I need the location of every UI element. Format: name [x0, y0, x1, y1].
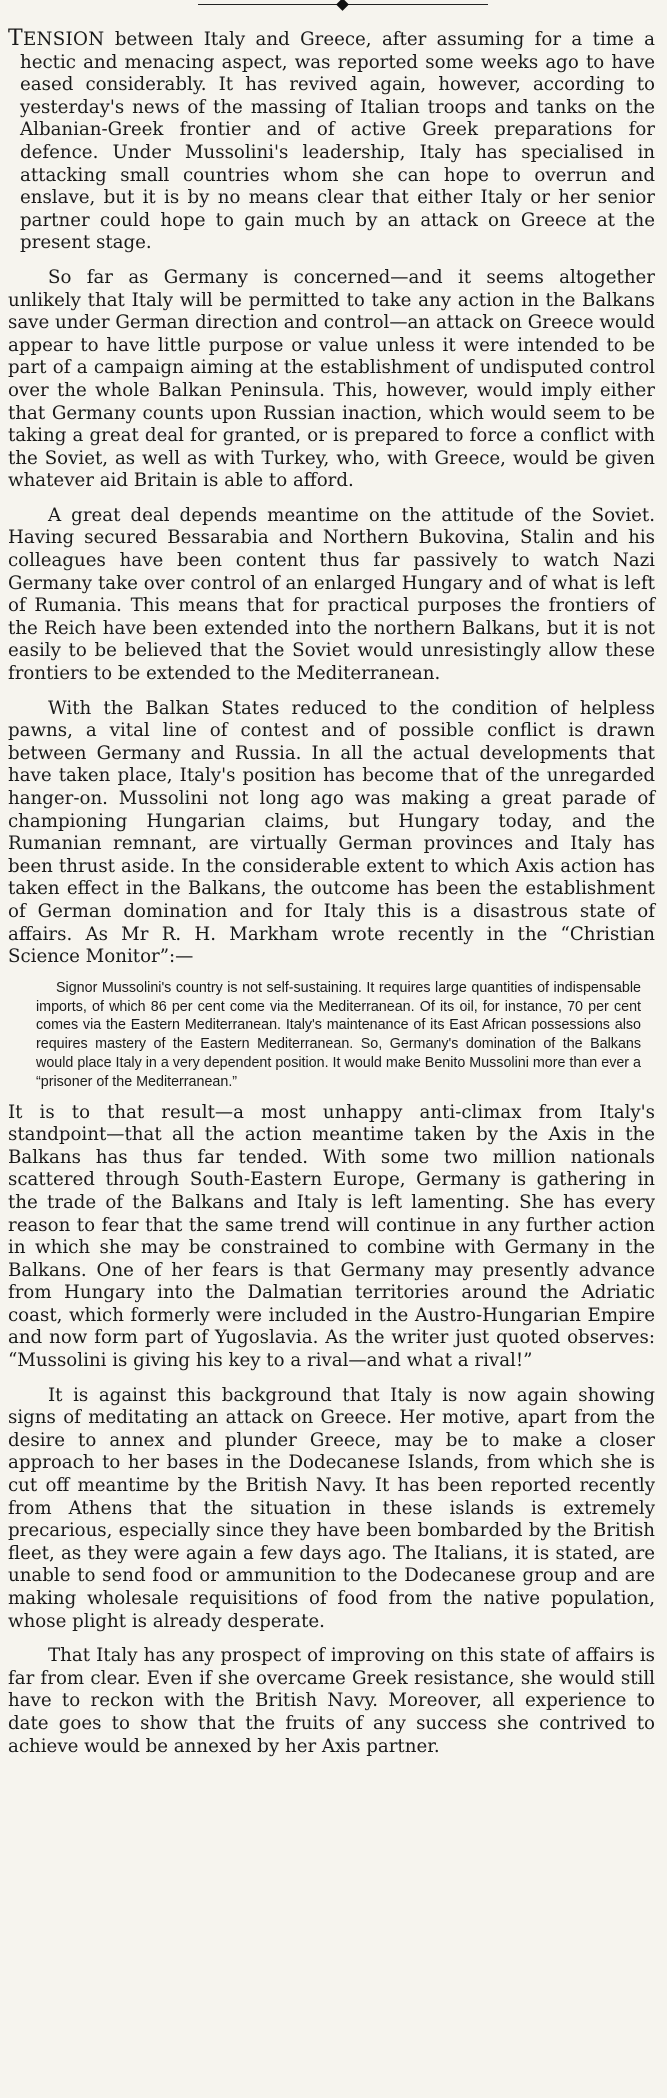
paragraph-5: It is to that result—a most unhappy anti-climax from Italy's standpoint—that all the action meantime taken by the Axis in the Balkans has thus far tended. With some two million nationals scattered through South-Eastern Europe, Germany is gathering in the trade of the Balkans and Italy is left lamenting. She has every reason to fear that the same trend will continue in any further action in which she may be constrained to combine with Germany in the Balkans. One of her fears is that Germany may presently advance from Hungary into the Dalmatian territories around the Adriatic coast, which formerly were included in the Austro-Hungarian Empire and now form part of Yugoslavia. As the writer just quoted observes: “Mussolini is giving his key to a rival—and what a rival!” [8, 1101, 655, 1372]
diamond-icon [336, 0, 349, 11]
paragraph-4: With the Balkan States reduced to the condition of helpless pawns, a vital line of contest and of possible conflict is drawn between Germany and Russia. In all the actual developments that have taken place, Italy's position has become that of the unregarded hanger-on. Mussolini not long ago was making a great parade of championing Hungarian claims, but Hungary today, and the Rumanian remnant, are virtually German provinces and Italy has been thrust aside. In the considerable extent to which Axis action has taken effect in the Balkans, the outcome has been the establishment of German domination and for Italy this is a disastrous state of affairs. As Mr R. H. Markham wrote recently in the “Christian Science Monitor”:— [8, 697, 655, 968]
lead-word [8, 26, 105, 51]
header-ornament [8, 0, 655, 16]
lead-rest: ENSION [22, 29, 105, 50]
paragraph-6: It is against this background that Italy is now again showing signs of meditating an attack on Greece. Her motive, apart from the desire to annex and plunder Greece, may be to make a closer approach to her bases in the Dodecanese Islands, from which she is cut off meantime by the British Navy. It has been reported recently from Athens that the situation in these islands is extremely precarious, especially since they have been bombarded by the British fleet, as they were again a few days ago. The Italians, it is stated, are unable to send food or ammunition to the Dodecanese group and are making wholesale requisitions of food from the native population, whose plight is already desperate. [8, 1384, 655, 1632]
lead-capital: T [8, 26, 23, 51]
paragraph-2: So far as Germany is concerned—and it seems altogether unlikely that Italy will be permitted to take any action in the Balkans save under German direction and control—an attack on Greece would appear to have little purpose or value unless it were intended to be part of a campaign aiming at the establishment of undisputed control over the whole Balkan Peninsula. This, however, would imply either that Germany counts upon Russian inaction, which would seem to be taking a great deal for granted, or is prepared to force a conflict with the Soviet, as well as with Turkey, who, with Greece, would be given whatever aid Britain is able to afford. [8, 266, 655, 492]
block-quote [36, 979, 641, 1092]
paragraph-7: That Italy has any prospect of improving on this state of affairs is far from clear. Even if she overcame Greek resistance, she would still have to reckon with the British Navy. Moreover, all experience to date goes to show that the fruits of any success she contrived to achieve would be annexed by her Axis partner. [8, 1645, 655, 1757]
paragraph-1 [8, 28, 655, 255]
paragraph-1-text: between Italy and Greece, after assuming for a time a hectic and menacing aspect, was reported some weeks ago to have eased considerably. It has revived again, however, according to yesterday's news of the massing of Italian troops and tanks on the Albanian-Greek frontier and of active Greek preparations for defence. Under Mussolini's leadership, Italy has specialised in attacking small countries whom she can hope to overrun and enslave, but it is by no means clear that either Italy or her senior partner could hope to gain much by an attack on Greece at the present stage. [20, 29, 655, 254]
editorial-article [8, 28, 655, 1758]
paragraph-3: A great deal depends meantime on the attitude of the Soviet. Having secured Bessarabia and Northern Bukovina, Stalin and his colleagues have been content thus far passively to watch Nazi Germany take over control of an enlarged Hungary and of what is left of Rumania. This means that for practical purposes the frontiers of the Reich have been extended into the northern Balkans, but it is not easily to be believed that the Soviet would unresistingly allow these frontiers to be extended to the Mediterranean. [8, 504, 655, 685]
quote-text: Signor Mussolini's country is not self-sustaining. It requires large quantities of indispensable imports, of which 86 per cent come via the Mediterranean. Of its oil, for instance, 70 per cent comes via the Eastern Mediterranean. Italy's maintenance of its East African possessions also requires mastery of the Eastern Mediterranean. So, Germany's domination of the Balkans would place Italy in a very dependent position. It would make Benito Mussolini more than ever a “prisoner of the Mediterranean.” [36, 979, 641, 1090]
